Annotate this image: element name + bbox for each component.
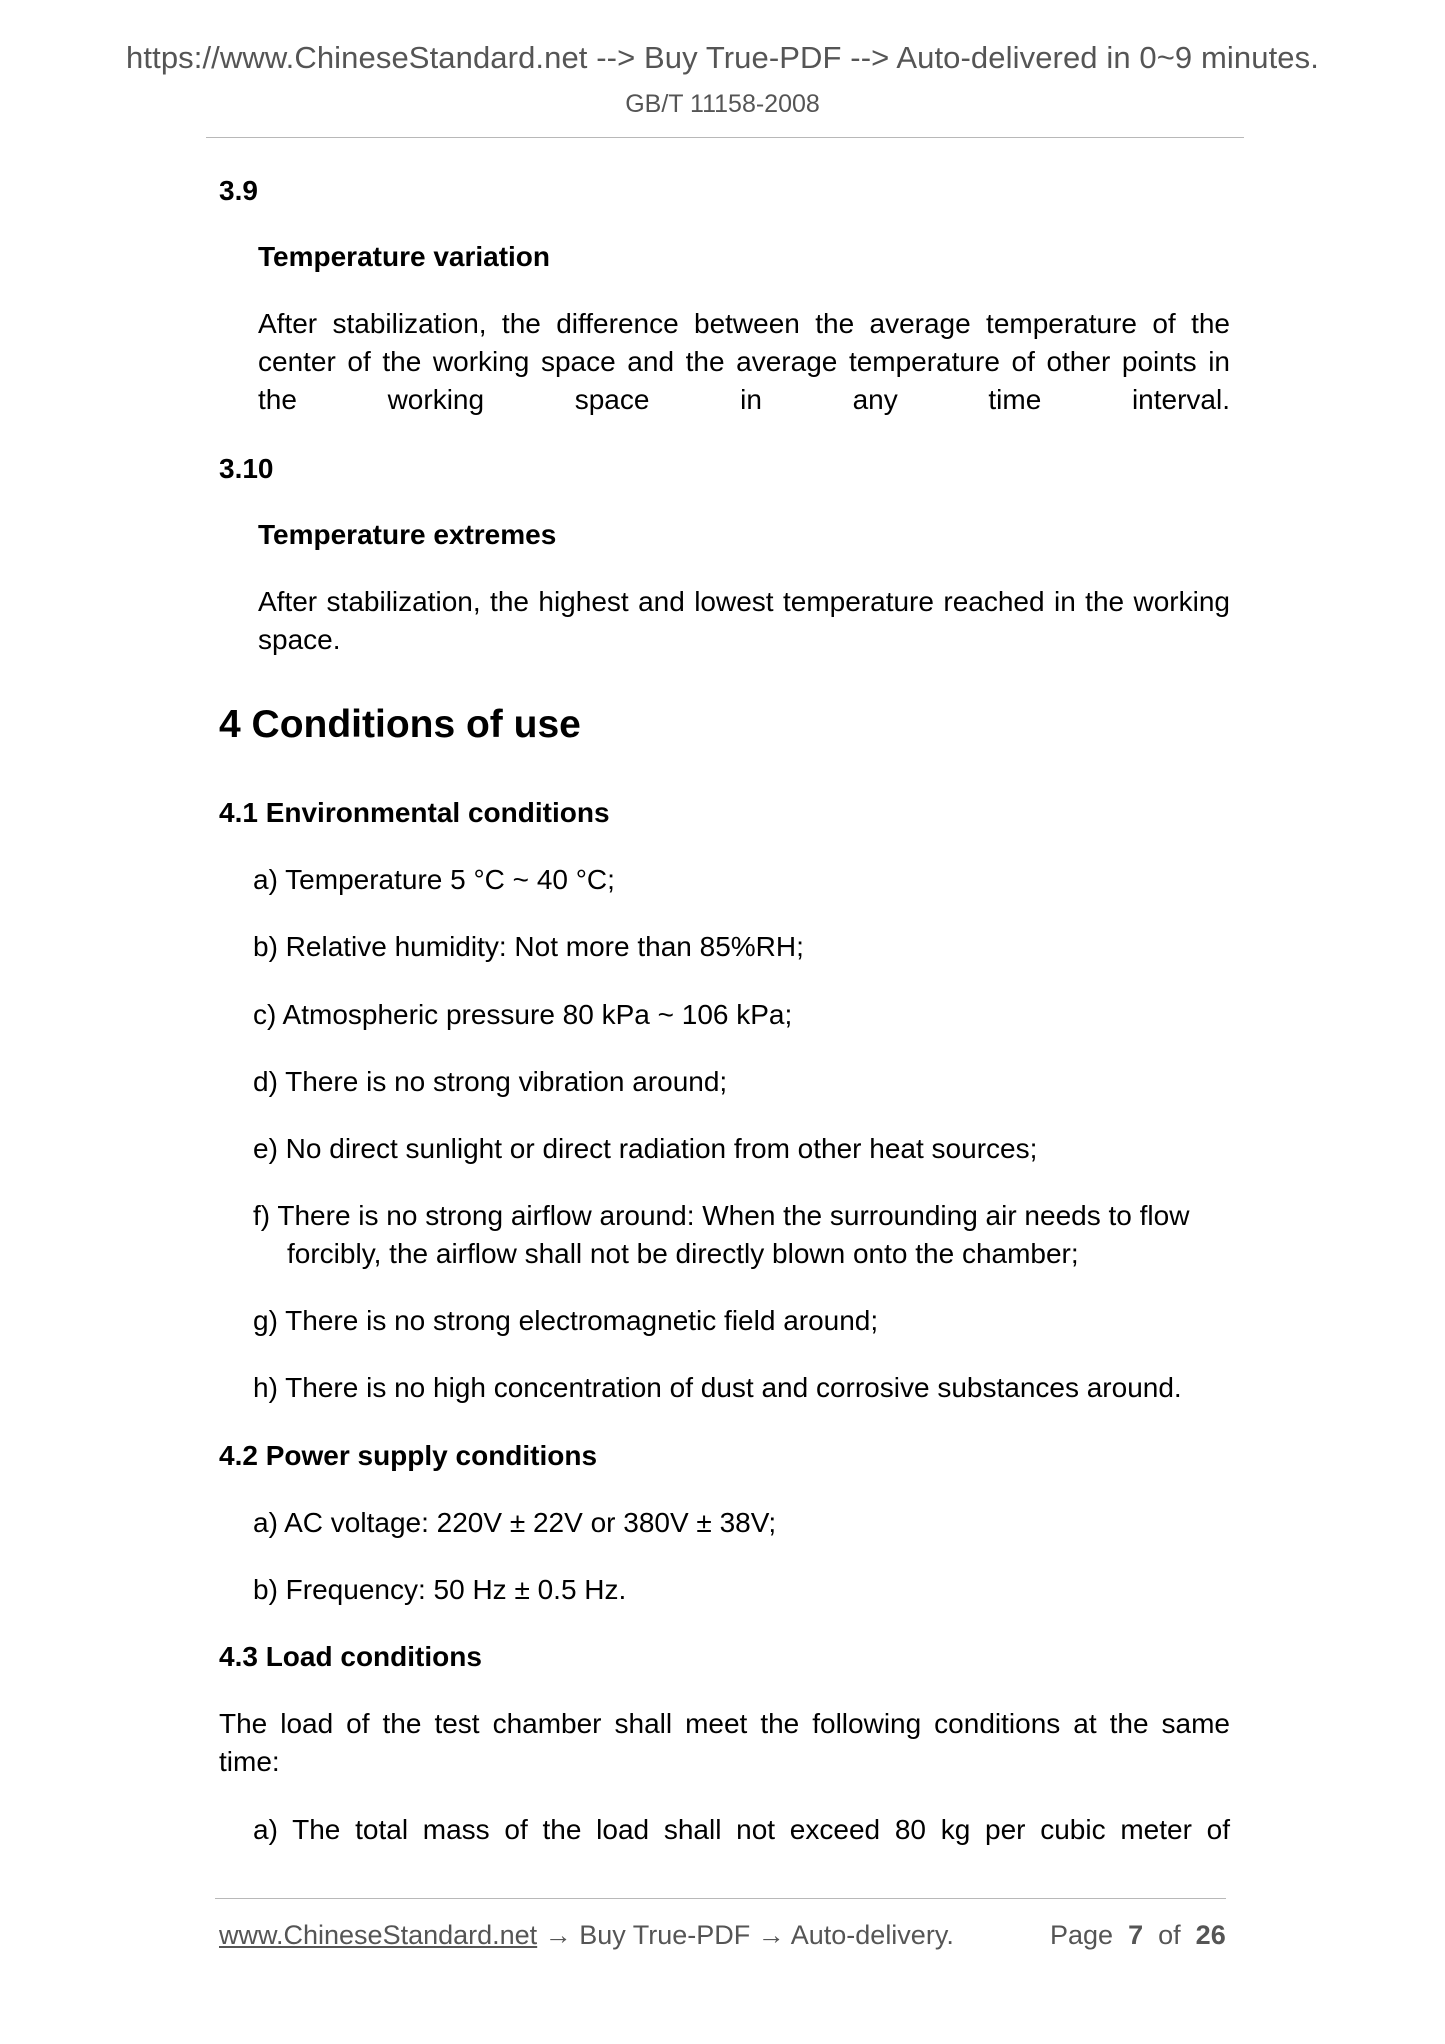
footer-delivery-text: → Buy True-PDF → Auto-delivery. [537,1920,954,1950]
clause-number-3-9: 3.9 [219,175,258,206]
list-item: a) AC voltage: 220V ± 22V or 380V ± 38V; [253,1507,777,1538]
list-item: c) Atmospheric pressure 80 kPa ~ 106 kPa; [253,999,793,1030]
list-item: f) There is no strong airflow around: When the surrounding air needs to flow forcibly, the airflow shall not be directly blown onto the chamber; [253,1200,1190,1269]
section-heading-4-1: 4.1 Environmental conditions [219,797,610,828]
term-temperature-extremes: Temperature extremes [258,519,557,550]
total-pages: 26 [1195,1920,1226,1950]
load-condition-item-a: a) The total mass of the load shall not exceed 80 kg per cubic meter of [253,1814,1230,1845]
clause-number-3-10: 3.10 [219,453,274,484]
list-item: b) Frequency: 50 Hz ± 0.5 Hz. [253,1574,627,1605]
page-number: 7 [1128,1920,1144,1950]
chapter-heading-4: 4 Conditions of use [219,703,581,746]
page-indicator [1050,1920,1226,1951]
list-item: g) There is no strong electromagnetic field around; [253,1305,879,1336]
document-code: GB/T 11158-2008 [625,90,820,118]
page-label: Page [1050,1920,1114,1950]
load-conditions-intro: The load of the test chamber shall meet the following conditions at the same time: [219,1708,1230,1777]
definition-temperature-variation: After stabilization, the difference between the average temperature of the center of the working space and the average temperature of other points in the working space in any time interval. [258,308,1230,415]
header-url-line: https://www.ChineseStandard.net --> Buy True-PDF --> Auto-delivered in 0~9 minutes. [126,40,1319,75]
list-item: h) There is no high concentration of dust and corrosive substances around. [253,1372,1182,1403]
list-item: d) There is no strong vibration around; [253,1066,728,1097]
page-of-label: of [1158,1920,1181,1950]
header-divider [206,137,1244,138]
footer-divider [215,1898,1226,1899]
list-item: e) No direct sunlight or direct radiation from other heat sources; [253,1133,1038,1164]
definition-temperature-extremes: After stabilization, the highest and lowest temperature reached in the working space. [258,586,1230,655]
list-item: a) Temperature 5 °C ~ 40 °C; [253,864,615,895]
term-temperature-variation: Temperature variation [258,241,551,272]
list-item: b) Relative humidity: Not more than 85%RH; [253,931,804,962]
footer-site-link[interactable]: www.ChineseStandard.net [219,1920,538,1950]
section-heading-4-2: 4.2 Power supply conditions [219,1440,598,1471]
footer-text [219,1920,954,1951]
section-heading-4-3: 4.3 Load conditions [219,1641,482,1672]
